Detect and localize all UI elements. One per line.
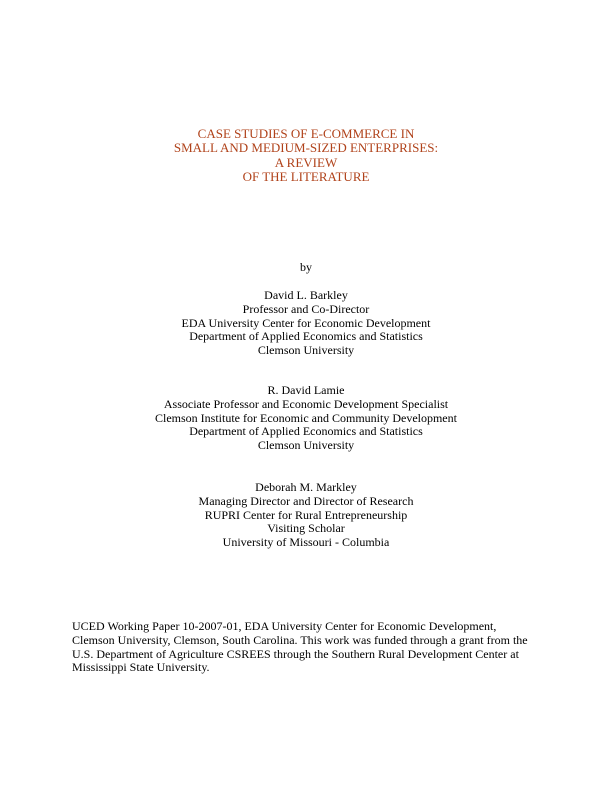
author-block-lamie: [0, 384, 612, 453]
author-name: R. David Lamie: [267, 383, 345, 397]
title-line: SMALL AND MEDIUM-SIZED ENTERPRISES:: [173, 140, 439, 156]
author-affiliation-line: Clemson University: [257, 343, 355, 358]
author-name: Deborah M. Markley: [255, 480, 357, 494]
author-affiliation-line: Department of Applied Economics and Statistics: [189, 424, 423, 439]
author-affiliation-line: University of Missouri - Columbia: [222, 535, 390, 550]
author-affiliation-line: Associate Professor and Economic Development Specialist: [163, 396, 449, 411]
author-block-barkley: [0, 289, 612, 358]
author-name: David L. Barkley: [264, 288, 348, 302]
title-line: OF THE LITERATURE: [242, 169, 370, 185]
author-affiliation-line: Visiting Scholar: [267, 521, 345, 536]
working-paper-note: [72, 620, 542, 675]
note-line: U.S. Department of Agriculture CSREES through the Southern Rural Development Center at: [72, 646, 519, 661]
title-line: CASE STUDIES OF E-COMMERCE IN: [197, 126, 415, 141]
by-line: [0, 261, 612, 275]
by-text: by: [300, 260, 312, 274]
note-line: UCED Working Paper 10-2007-01, EDA University Center for Economic Development,: [72, 619, 497, 633]
note-line: Clemson University, Clemson, South Carolina. This work was funded through a grant from the: [72, 632, 528, 647]
author-affiliation-line: Clemson University: [257, 438, 355, 453]
paper-title: [0, 127, 612, 185]
author-block-markley: [0, 481, 612, 550]
note-line: Mississippi State University.: [72, 660, 210, 675]
author-affiliation-line: Professor and Co-Director: [242, 301, 370, 316]
author-affiliation-line: RUPRI Center for Rural Entrepreneurship: [204, 507, 408, 522]
author-affiliation-line: Managing Director and Director of Research: [198, 493, 414, 508]
author-affiliation-line: Clemson Institute for Economic and Community Development: [155, 410, 457, 425]
title-line: A REVIEW: [274, 154, 338, 170]
author-affiliation-line: Department of Applied Economics and Statistics: [189, 329, 423, 344]
author-affiliation-line: EDA University Center for Economic Development: [181, 315, 431, 330]
